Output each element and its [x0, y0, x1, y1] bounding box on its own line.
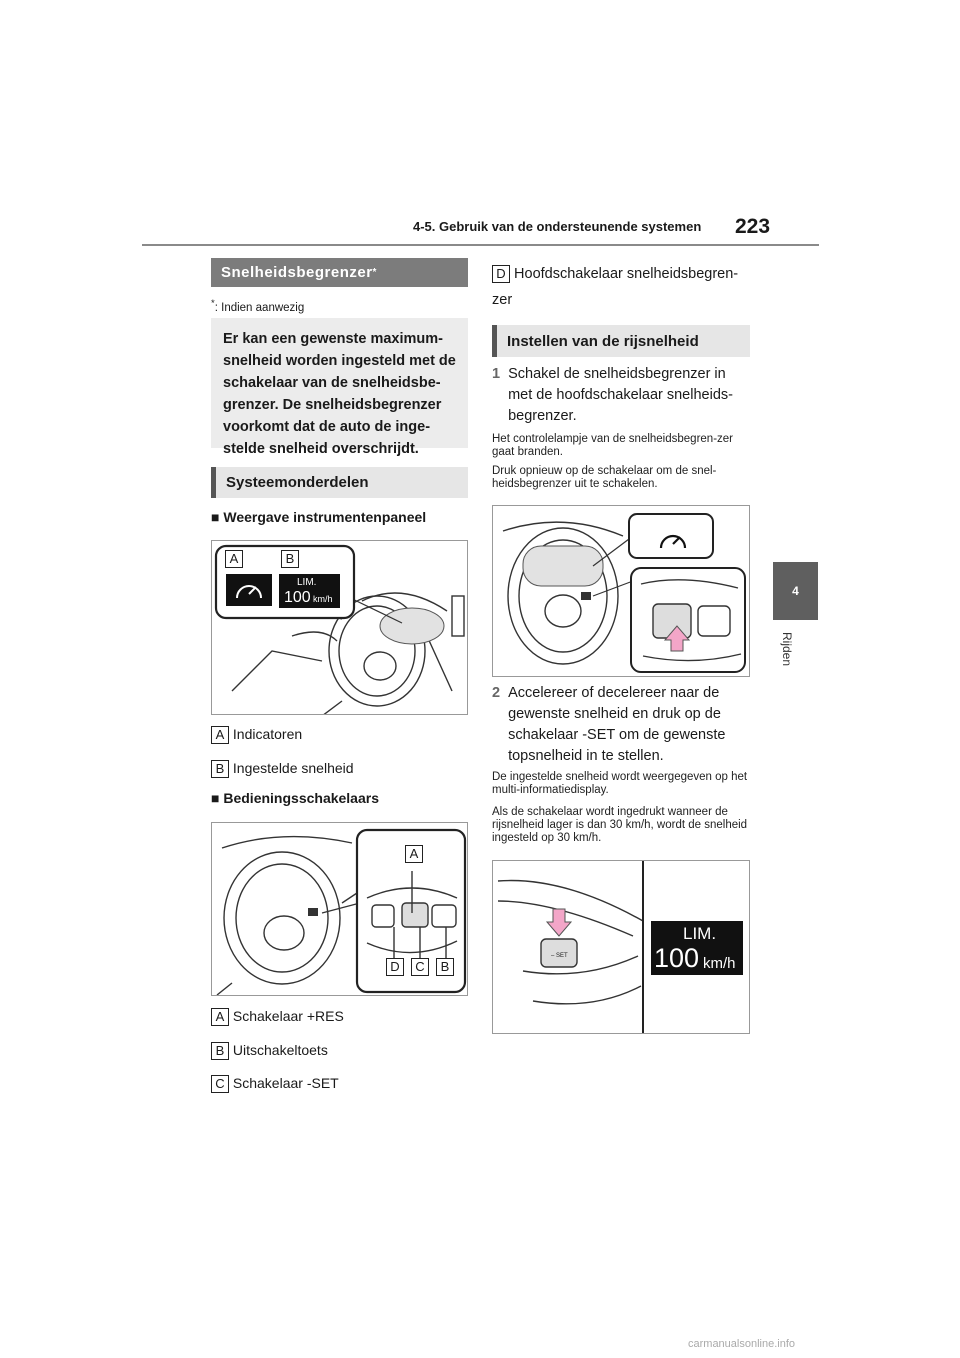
header-rule — [142, 244, 819, 246]
watermark: carmanualsonline.info — [688, 1338, 796, 1350]
intro-box: Er kan een gewenste maximum-snelheid worden ingesteld met de schakelaar van de snelheidsbe-grenzer. De snelheidsbegrenzer voorkomt dat de auto de inge-stelde snelheid overschrijdt. — [211, 318, 468, 448]
legend2-tag-d: D — [492, 265, 510, 283]
step-2-text: Accelereer of decelereer naar de gewenste snelheid en druk op de schakelaar -SET om de gewenste topsnelheid in te stellen. — [508, 685, 726, 764]
steering-switches-illustration — [212, 823, 468, 996]
section-heading-text: Snelheidsbegrenzer — [221, 264, 373, 281]
figure-main-switch — [492, 505, 750, 677]
subheading-switches-text: Bedieningsschakelaars — [223, 790, 379, 806]
legend2-item-a — [211, 1008, 344, 1026]
legend1-text-a: Indicatoren — [232, 726, 303, 742]
figure2-tag-d: D — [386, 958, 404, 976]
legend1-tag-b: B — [211, 760, 229, 778]
step-2 — [492, 683, 750, 767]
figure2-tag-a: A — [405, 845, 423, 863]
legend2-item-d — [492, 261, 750, 313]
legend1-item-a — [211, 726, 302, 744]
section-title: 4-5. Gebruik van de ondersteunende systemen — [413, 219, 702, 234]
figure1-tag-b: B — [281, 550, 299, 568]
section-heading-components: Systeemonderdelen — [211, 467, 468, 498]
chapter-tab — [773, 562, 818, 620]
legend2-item-b — [211, 1042, 328, 1060]
legend2-tag-b: B — [211, 1042, 229, 1060]
legend1-item-b — [211, 760, 354, 778]
figure-set-switch — [492, 860, 750, 1034]
figure-steering-switches — [211, 822, 468, 996]
section-heading-set-speed: Instellen van de rijsnelheid — [492, 325, 750, 357]
figure2-tag-c: C — [411, 958, 429, 976]
legend2-item-c — [211, 1075, 339, 1093]
step-1-number: 1 — [492, 366, 501, 382]
note-1b: Druk opnieuw op de schakelaar om de snel-heidsbegrenzer uit te schakelen. — [492, 465, 717, 490]
main-switch-illustration — [493, 506, 750, 677]
set-switch-illustration — [493, 861, 750, 1034]
figure4-lim-text: LIM. — [683, 924, 717, 943]
instrument-panel-illustration — [212, 541, 468, 715]
footnote — [211, 298, 304, 314]
subheading-display: ■ Weergave instrumentenpaneel — [211, 509, 427, 525]
figure4-set-label: – SET — [551, 953, 568, 959]
figure1-unit-text: km/h — [313, 594, 333, 604]
legend2-text-c: Schakelaar -SET — [232, 1075, 339, 1091]
footnote-text: : Indien aanwezig — [214, 301, 305, 314]
legend2-text-d: Hoofdschakelaar snelheidsbegren-zer — [492, 266, 739, 308]
legend1-text-b: Ingestelde snelheid — [232, 760, 354, 776]
note-1a: Het controlelampje van de snelheidsbegren-zer gaat branden. — [492, 433, 734, 458]
subheading-switches: ■ Bedieningsschakelaars — [211, 790, 379, 806]
footnote-mark: * — [372, 267, 377, 278]
note-2a: De ingestelde snelheid wordt weergegeven op het multi-informatiedisplay. — [492, 771, 748, 796]
figure4-speed-text: 100 — [654, 943, 700, 973]
chapter-number: 4 — [792, 584, 799, 598]
step-2-number: 2 — [492, 685, 501, 701]
legend2-text-a: Schakelaar +RES — [232, 1008, 344, 1024]
figure-instrument-panel — [211, 540, 468, 715]
legend1-tag-a: A — [211, 726, 229, 744]
section-heading-speed-limiter — [211, 258, 468, 287]
step-1 — [492, 364, 750, 427]
legend2-tag-a: A — [211, 1008, 229, 1026]
figure1-tag-a: A — [225, 550, 243, 568]
note-2b: Als de schakelaar wordt ingedrukt wanneer de rijsnelheid lager is dan 30 km/h, wordt de snelheid ingesteld op 30 km/h. — [492, 806, 748, 844]
figure1-lim-text: LIM. — [297, 577, 317, 588]
figure1-speed-text: 100 — [284, 589, 311, 606]
figure4-unit-text: km/h — [703, 955, 736, 972]
subheading-display-text: Weergave instrumentenpaneel — [223, 509, 427, 525]
figure2-tag-b: B — [436, 958, 454, 976]
legend2-text-b: Uitschakeltoets — [232, 1042, 328, 1058]
footnote-star: * — [211, 298, 215, 309]
legend2-tag-c: C — [211, 1075, 229, 1093]
chapter-label: Rijden — [780, 632, 794, 667]
page-number: 223 — [735, 215, 771, 238]
step-1-text: Schakel de snelheidsbegrenzer in met de hoofdschakelaar snelheids-begrenzer. — [508, 366, 733, 424]
